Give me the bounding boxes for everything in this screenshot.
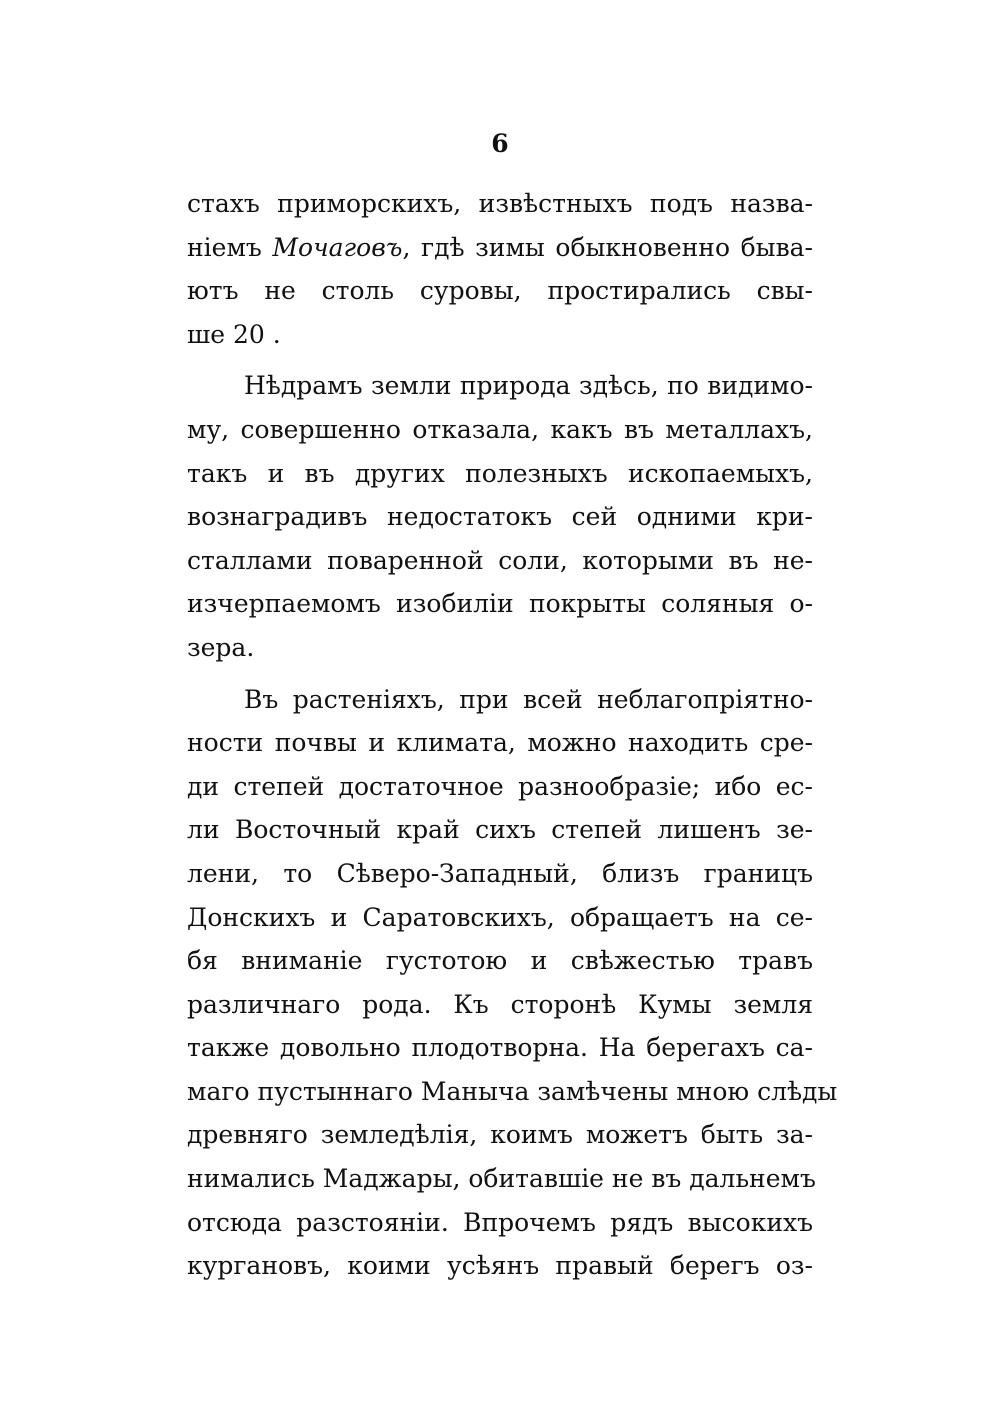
page-number: 6 [491, 129, 509, 158]
text-line: лени, то Сѣверо-Западный, близъ границъ [187, 858, 813, 888]
text-line: маго пустыннаго Маныча замѣчены мною слѣды [187, 1076, 838, 1106]
body-text [187, 182, 838, 1288]
paragraph-1 [187, 182, 813, 356]
text-line: Въ растеніяхъ, при всей неблагопріятно- [244, 684, 813, 714]
text-line: Нѣдрамъ земли природа здѣсь, по видимо- [244, 371, 813, 401]
text-line: кургановъ, коими усѣянъ правый берегъ оз- [187, 1251, 813, 1281]
text-line: различнаго рода. Къ сторонѣ Кумы земля [187, 989, 813, 1019]
paragraph-3 [187, 678, 838, 1288]
place-name-italic: Мочаговъ [272, 232, 403, 262]
text-line: вознаградивъ недостатокъ сей одними кри- [187, 502, 813, 532]
text-line: ютъ не столь суровы, простирались свы- [187, 276, 813, 306]
text-line: бя вниманіе густотою и свѣжестью травъ [187, 946, 813, 976]
text-line: отсюда разстояніи. Впрочемъ рядъ высокихъ [187, 1207, 813, 1237]
text-line: такъ и въ других полезныхъ ископаемыхъ, [187, 458, 813, 488]
text-line: ли Восточный край сихъ степей лишенъ зе- [187, 815, 813, 845]
text-line: ности почвы и климата, можно находить сре- [187, 728, 813, 758]
text-fragment: , гдѣ зимы обыкновенно быва- [402, 232, 813, 262]
text-line: ше 20 . [187, 319, 281, 349]
text-line: сталлами поваренной соли, которыми въ не- [187, 545, 813, 575]
text-line: также довольно плодотворна. На берегахъ са- [187, 1033, 813, 1063]
text-line: ди степей достаточное разнообразіе; ибо ес- [187, 771, 813, 801]
text-line: Донскихъ и Саратовскихъ, обращаетъ на се- [187, 902, 813, 932]
text-fragment: ніемъ [187, 232, 273, 262]
text-line: стахъ приморскихъ, извѣстныхъ подъ назва- [187, 189, 813, 218]
text-line: изчерпаемомъ изобиліи покрыты соляныя о- [187, 589, 813, 619]
paragraph-2 [187, 364, 813, 669]
text-line-with-italic [187, 226, 813, 270]
text-line: древняго земледѣлія, коимъ можетъ быть за- [187, 1120, 813, 1150]
text-line: зера. [187, 632, 255, 662]
text-line: нимались Маджары, обитавшіе не въ дальнемъ [187, 1164, 816, 1194]
text-line: му, совершенно отказала, какъ въ металлахъ, [187, 414, 813, 444]
